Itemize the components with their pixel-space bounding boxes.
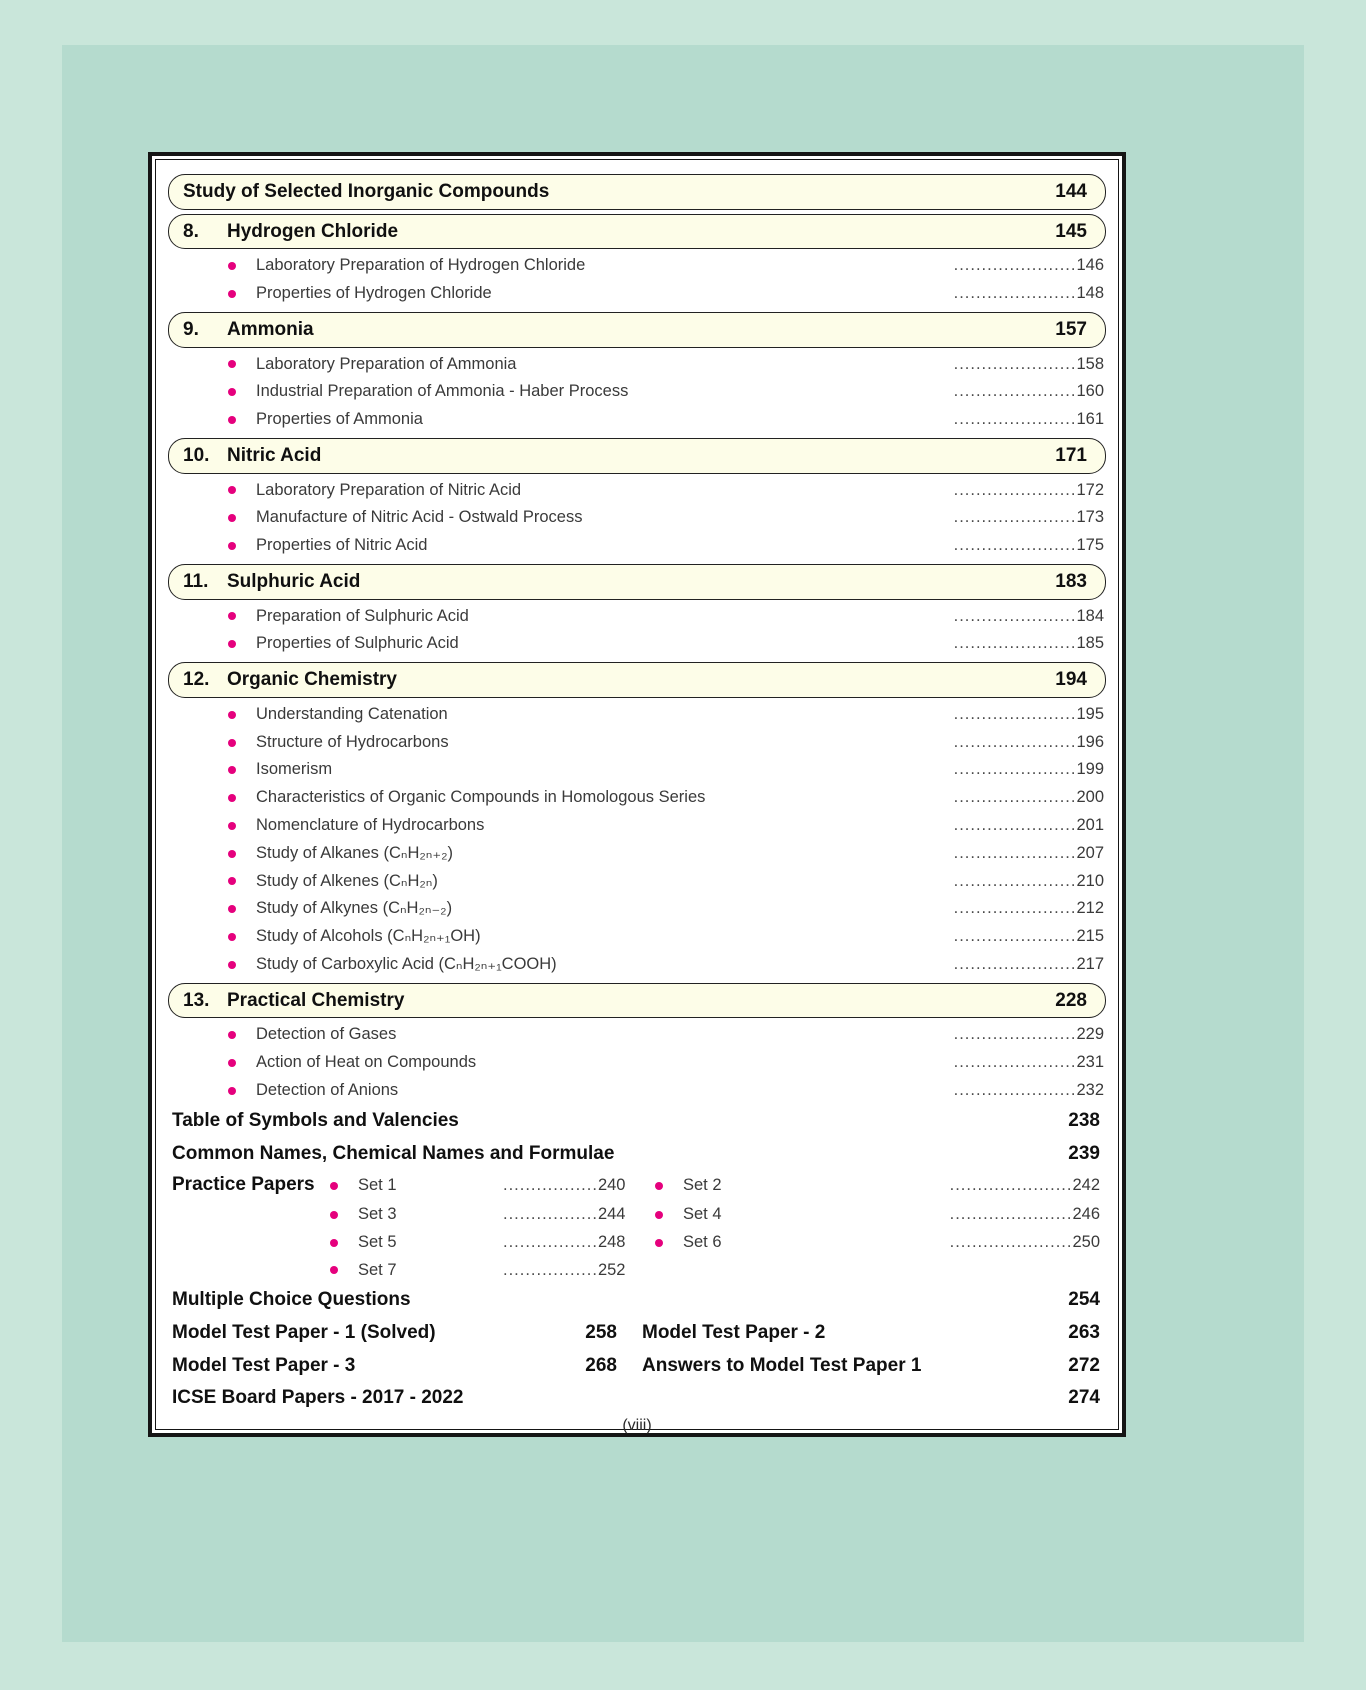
item-label: Study of Carboxylic Acid (CₙH₂ₙ₊₁COOH) [256, 954, 557, 973]
leader-dots: ................. [503, 1260, 598, 1279]
item-label: Understanding Catenation [256, 704, 448, 723]
chapter-title: Hydrogen Chloride [227, 220, 399, 242]
item-label: Properties of Sulphuric Acid [256, 634, 459, 653]
bullet-icon [228, 711, 236, 719]
leader-dots: ...................... [953, 536, 1077, 555]
row-page: 239 [1068, 1142, 1100, 1164]
leader [954, 899, 1104, 919]
bullet-icon [228, 905, 236, 913]
model-test-left [172, 1354, 642, 1379]
item-label: Laboratory Preparation of Ammonia [256, 354, 517, 373]
chapter-page: 145 [1055, 220, 1087, 242]
model-test-row [168, 1350, 1106, 1383]
leader [950, 1233, 1100, 1253]
bullet-icon [228, 933, 236, 941]
leader [954, 733, 1104, 753]
leader [954, 1025, 1104, 1045]
leader-dots: ...................... [949, 1232, 1073, 1251]
chapter-header [168, 662, 1106, 698]
bullet-icon [330, 1266, 338, 1274]
toc-outer-border [148, 152, 1126, 1437]
bullet-icon [228, 290, 236, 298]
chapter-number: 9. [183, 318, 199, 340]
item-page: 175 [1076, 536, 1104, 555]
item-page: 199 [1076, 760, 1104, 779]
item-label: Laboratory Preparation of Nitric Acid [256, 480, 522, 499]
chapter-title: Organic Chemistry [227, 669, 397, 691]
leader [954, 410, 1104, 430]
toc-inner-border [155, 159, 1119, 1430]
practice-set-left [330, 1233, 655, 1253]
leader [954, 760, 1104, 780]
bullet-icon [330, 1211, 338, 1219]
leader-dots: ...................... [953, 871, 1077, 890]
section-title: Study of Selected Inorganic Compounds [183, 181, 550, 202]
leader [954, 788, 1104, 808]
set-label: Set 6 [683, 1232, 722, 1251]
chapter-title: Ammonia [227, 318, 314, 340]
bullet-icon [228, 850, 236, 858]
row-page: 254 [1068, 1289, 1100, 1311]
practice-papers-row [168, 1201, 1106, 1229]
chapter-header [168, 312, 1106, 348]
chapter-header [168, 438, 1106, 474]
toc-item [168, 756, 1106, 784]
leader [954, 256, 1104, 276]
toc-item [168, 701, 1106, 729]
row-page: 238 [1068, 1109, 1100, 1131]
leader [950, 1176, 1100, 1196]
chapter-number: 12. [183, 669, 210, 691]
item-page: 232 [1076, 1081, 1104, 1100]
item-label: Manufacture of Nitric Acid - Ostwald Process [256, 508, 583, 527]
mcq-row [168, 1284, 1106, 1317]
set-page: 240 [597, 1176, 626, 1195]
set-label: Set 3 [358, 1204, 397, 1223]
practice-set-left [330, 1205, 655, 1225]
toc-item [168, 280, 1106, 308]
item-page: 160 [1076, 382, 1104, 401]
leader [954, 872, 1104, 892]
item-page: 148 [1076, 284, 1104, 303]
row-label: Table of Symbols and Valencies [172, 1109, 459, 1131]
bullet-icon [228, 514, 236, 522]
row-page: 272 [1068, 1354, 1100, 1376]
leader-dots: ...................... [953, 256, 1077, 275]
bullet-icon [228, 612, 236, 620]
row-label: Answers to Model Test Paper 1 [642, 1354, 922, 1376]
chapter-page: 228 [1055, 989, 1087, 1011]
item-label: Study of Alkanes (CₙH₂ₙ₊₂) [256, 843, 453, 862]
chapter-title: Practical Chemistry [227, 989, 405, 1011]
row-page: 268 [585, 1354, 617, 1376]
toc-item [168, 868, 1106, 896]
item-page: 185 [1076, 634, 1104, 653]
bullet-icon [228, 542, 236, 550]
leader-dots: ...................... [953, 843, 1077, 862]
item-label: Study of Alkenes (CₙH₂ₙ) [256, 871, 438, 890]
set-label: Set 4 [683, 1204, 722, 1223]
leader-dots: ...................... [953, 732, 1077, 751]
toc-container [148, 152, 1126, 1437]
item-label: Structure of Hydrocarbons [256, 732, 449, 751]
set-page: 252 [597, 1260, 626, 1279]
leader [954, 1081, 1104, 1101]
leader-dots: ...................... [953, 899, 1077, 918]
item-label: Properties of Ammonia [256, 410, 423, 429]
row-page: 258 [585, 1322, 617, 1344]
bullet-icon [228, 262, 236, 270]
leader-dots: ...................... [953, 382, 1077, 401]
leader-dots: ...................... [953, 788, 1077, 807]
item-page: 173 [1076, 508, 1104, 527]
item-label: Preparation of Sulphuric Acid [256, 606, 469, 625]
leader [954, 844, 1104, 864]
item-page: 229 [1076, 1025, 1104, 1044]
model-test-row [168, 1317, 1106, 1350]
leader-dots: ...................... [949, 1204, 1073, 1223]
leader-dots: ................. [503, 1176, 598, 1195]
bullet-icon [228, 1059, 236, 1067]
bullet-icon [228, 766, 236, 774]
item-page: 212 [1076, 899, 1104, 918]
bullet-icon [228, 794, 236, 802]
toc-item [168, 784, 1106, 812]
row-label: Multiple Choice Questions [172, 1289, 411, 1311]
toc-item [168, 1077, 1106, 1105]
item-label: Properties of Nitric Acid [256, 536, 428, 555]
row-page: 263 [1068, 1322, 1100, 1344]
practice-papers-row [168, 1257, 1106, 1285]
practice-set-right [655, 1205, 1100, 1225]
bullet-icon [655, 1211, 663, 1219]
leader [954, 705, 1104, 725]
item-label: Detection of Anions [256, 1081, 399, 1100]
section-page: 144 [1055, 181, 1087, 202]
item-page: 231 [1076, 1053, 1104, 1072]
item-label: Action of Heat on Compounds [256, 1053, 477, 1072]
item-page: 161 [1076, 410, 1104, 429]
leader-dots: ...................... [953, 954, 1077, 973]
leader-dots: ...................... [953, 354, 1077, 373]
leader-dots: ...................... [953, 1025, 1077, 1044]
leader-dots: ...................... [953, 1053, 1077, 1072]
item-page: 146 [1076, 256, 1104, 275]
row-label: Model Test Paper - 1 (Solved) [172, 1322, 436, 1344]
practice-set-left [330, 1261, 655, 1281]
icse-board-papers-row [168, 1382, 1106, 1415]
toc-item [168, 729, 1106, 757]
leader-dots: ...................... [953, 606, 1077, 625]
set-label: Set 1 [358, 1176, 397, 1195]
leader-dots: ...................... [953, 480, 1077, 499]
bullet-icon [228, 640, 236, 648]
item-label: Study of Alcohols (CₙH₂ₙ₊₁OH) [256, 927, 481, 946]
chapter-header [168, 983, 1106, 1019]
item-page: 158 [1076, 354, 1104, 373]
leader-dots: ................. [503, 1232, 598, 1251]
bullet-icon [330, 1182, 338, 1190]
item-label: Properties of Hydrogen Chloride [256, 284, 492, 303]
toc-item [168, 504, 1106, 532]
toc-item [168, 895, 1106, 923]
leader-dots: ...................... [953, 634, 1077, 653]
practice-papers-row [168, 1229, 1106, 1257]
leader [954, 536, 1104, 556]
row-label: Common Names, Chemical Names and Formulae [172, 1142, 615, 1164]
chapter-header [168, 214, 1106, 250]
toc-item [168, 378, 1106, 406]
set-label: Set 5 [358, 1232, 397, 1251]
bullet-icon [228, 877, 236, 885]
bullet-icon [228, 1031, 236, 1039]
bullet-icon [228, 1087, 236, 1095]
bullet-icon [228, 360, 236, 368]
leader-dots: ...................... [953, 508, 1077, 527]
symbols-valencies-row [168, 1105, 1106, 1138]
common-names-row [168, 1138, 1106, 1171]
toc-item [168, 532, 1106, 560]
bullet-icon [228, 739, 236, 747]
item-label: Isomerism [256, 760, 333, 779]
leader [954, 1053, 1104, 1073]
leader [950, 1205, 1100, 1225]
set-page: 246 [1072, 1204, 1100, 1223]
leader [954, 481, 1104, 501]
set-label: Set 7 [358, 1260, 397, 1279]
toc-item [168, 1021, 1106, 1049]
chapter-title: Nitric Acid [227, 444, 322, 466]
toc-item [168, 603, 1106, 631]
bullet-icon [655, 1239, 663, 1247]
row-label: Model Test Paper - 3 [172, 1354, 356, 1376]
toc-item [168, 351, 1106, 379]
practice-set-left [330, 1176, 655, 1196]
bullet-icon [330, 1239, 338, 1247]
chapter-number: 8. [183, 220, 199, 242]
item-label: Detection of Gases [256, 1025, 397, 1044]
leader-dots: ................. [503, 1204, 598, 1223]
item-label: Laboratory Preparation of Hydrogen Chloride [256, 256, 586, 275]
item-page: 201 [1076, 816, 1104, 834]
bullet-icon [228, 961, 236, 969]
toc-item [168, 1049, 1106, 1077]
chapter-header [168, 564, 1106, 600]
set-page: 250 [1072, 1232, 1100, 1251]
row-label: Model Test Paper - 2 [642, 1322, 826, 1344]
chapter-number: 13. [183, 989, 210, 1011]
item-page: 217 [1076, 954, 1104, 973]
practice-set-right [655, 1233, 1100, 1253]
set-page: 242 [1072, 1176, 1100, 1195]
item-label: Study of Alkynes (CₙH₂ₙ₋₂) [256, 899, 453, 918]
item-page: 207 [1076, 843, 1104, 862]
chapter-number: 11. [183, 570, 209, 592]
toc-item [168, 923, 1106, 951]
set-label: Set 2 [683, 1176, 722, 1195]
toc-item [168, 840, 1106, 868]
item-page: 210 [1076, 871, 1104, 890]
row-page: 274 [1068, 1387, 1100, 1409]
toc-item [168, 477, 1106, 505]
item-page: 196 [1076, 732, 1104, 751]
practice-papers-row [168, 1170, 1106, 1201]
leader-dots: ...................... [953, 704, 1077, 723]
toc-item [168, 630, 1106, 658]
item-page: 184 [1076, 606, 1104, 625]
item-page: 215 [1076, 927, 1104, 946]
chapter-page: 194 [1055, 669, 1087, 691]
bullet-icon [228, 388, 236, 396]
toc-item [168, 951, 1106, 979]
toc-item [168, 252, 1106, 280]
leader-dots: ...................... [949, 1176, 1073, 1195]
practice-set-right [655, 1176, 1100, 1196]
leader [954, 508, 1104, 528]
leader [954, 382, 1104, 402]
leader [954, 816, 1104, 836]
toc-item [168, 812, 1106, 840]
leader-dots: ...................... [953, 284, 1077, 303]
section-header [168, 174, 1106, 210]
bullet-icon [655, 1182, 663, 1190]
leader [954, 355, 1104, 375]
leader-dots: ...................... [953, 410, 1077, 429]
chapter-page: 157 [1055, 318, 1087, 340]
leader [954, 284, 1104, 304]
item-page: 172 [1076, 480, 1104, 499]
item-page: 200 [1076, 788, 1104, 807]
leader-dots: ...................... [953, 816, 1077, 834]
item-page: 195 [1076, 704, 1104, 723]
bullet-icon [228, 486, 236, 494]
set-page: 248 [597, 1232, 626, 1251]
page-footer: (viii) [622, 1417, 652, 1434]
item-label: Nomenclature of Hydrocarbons [256, 816, 485, 834]
chapter-number: 10. [183, 444, 210, 466]
chapter-title: Sulphuric Acid [227, 570, 361, 592]
chapter-page: 183 [1055, 570, 1087, 592]
set-page: 244 [597, 1204, 626, 1223]
leader-dots: ...................... [953, 760, 1077, 779]
model-test-right [642, 1321, 1100, 1346]
leader [954, 634, 1104, 654]
leader [954, 955, 1104, 975]
model-test-right [642, 1354, 1100, 1379]
leader [954, 927, 1104, 947]
model-test-left [172, 1321, 642, 1346]
chapter-page: 171 [1055, 444, 1087, 466]
leader-dots: ...................... [953, 1081, 1077, 1100]
leader-dots: ...................... [953, 927, 1077, 946]
item-label: Characteristics of Organic Compounds in Homologous Series [256, 788, 706, 807]
item-label: Industrial Preparation of Ammonia - Haber Process [256, 382, 629, 401]
bullet-icon [228, 822, 236, 830]
toc-item [168, 406, 1106, 434]
leader [954, 607, 1104, 627]
bullet-icon [228, 416, 236, 424]
page-panel [62, 45, 1304, 1642]
row-label: ICSE Board Papers - 2017 - 2022 [172, 1387, 464, 1409]
practice-papers-label: Practice Papers [172, 1174, 315, 1196]
